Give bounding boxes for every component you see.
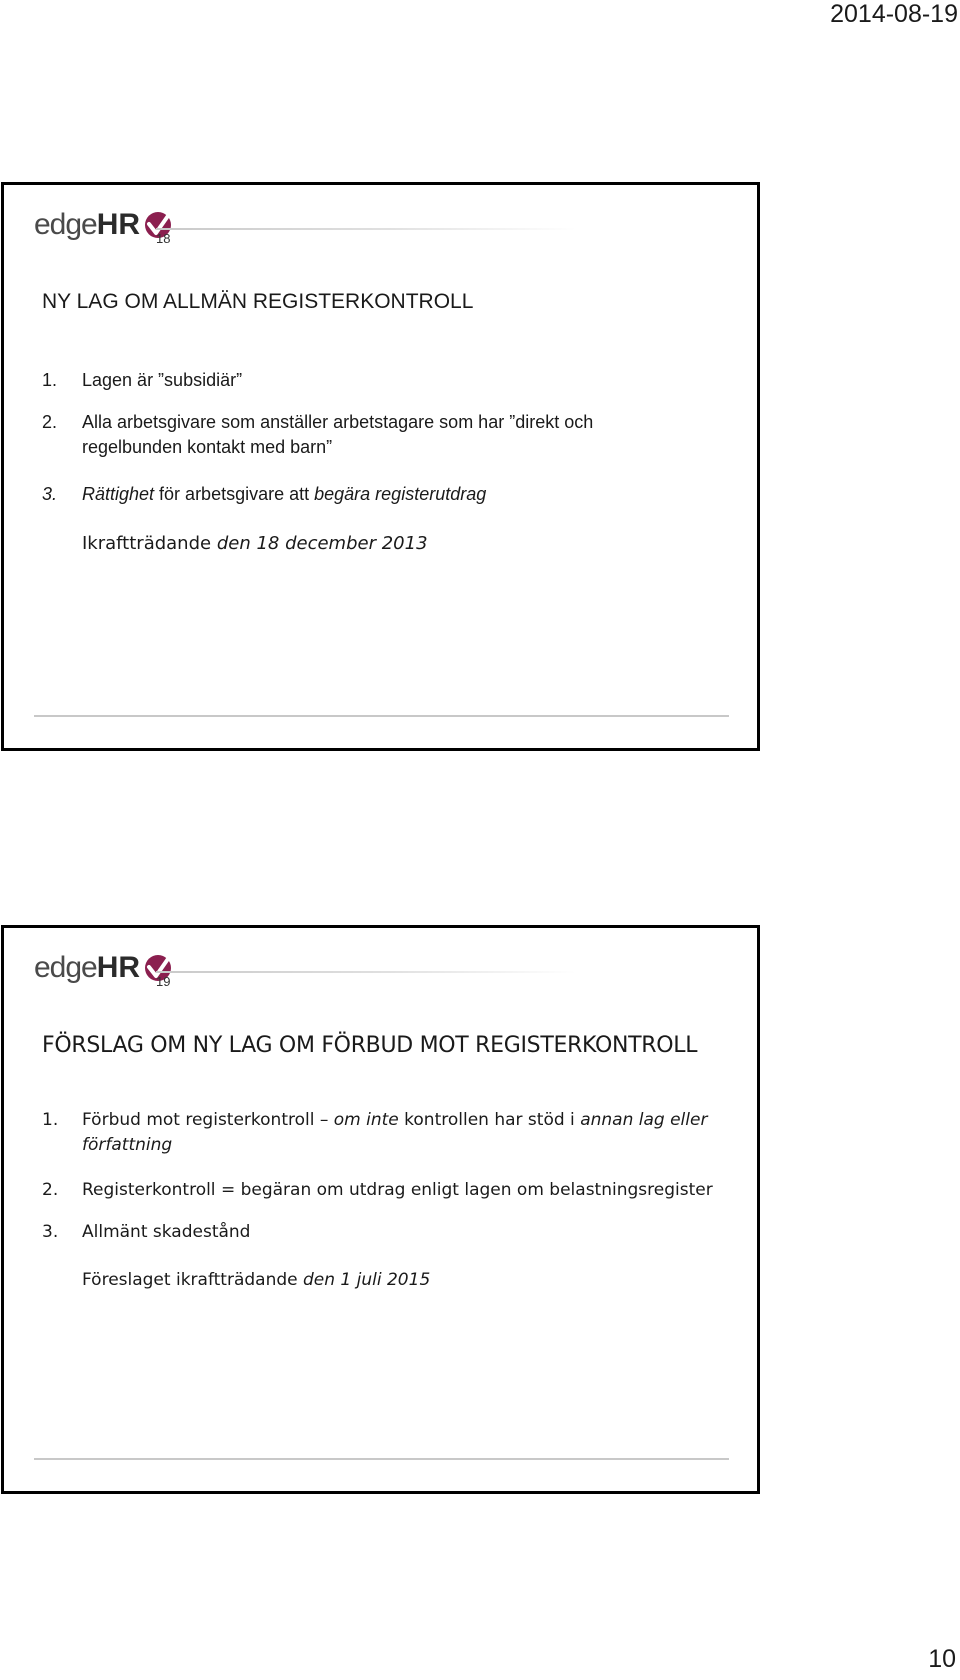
slide-19 bbox=[1, 925, 760, 1494]
list-emphasis: författning bbox=[82, 1135, 173, 1155]
header-date: 2014-08-19 bbox=[830, 0, 958, 28]
edgehr-logo bbox=[34, 205, 173, 245]
note-text: Ikraftträdande bbox=[82, 533, 217, 554]
logo-wordmark: edgeHR bbox=[34, 951, 141, 984]
note-date: den 18 december 2013 bbox=[216, 533, 428, 554]
header-divider bbox=[156, 971, 576, 973]
effective-date-note bbox=[82, 1270, 430, 1290]
list-text: Förbud mot registerkontroll – bbox=[82, 1110, 334, 1130]
list-text: kontrollen har stöd i bbox=[398, 1110, 581, 1130]
list-text: Lagen är ”subsidiär” bbox=[82, 370, 243, 390]
list-number: 3. bbox=[42, 1222, 59, 1242]
list-text: Allmänt skadestånd bbox=[82, 1222, 251, 1242]
edgehr-logo bbox=[34, 948, 173, 988]
note-date: den 1 juli 2015 bbox=[303, 1270, 431, 1290]
list-number: 2. bbox=[42, 1180, 59, 1200]
slide-number: 18 bbox=[156, 231, 171, 246]
slide-number: 19 bbox=[156, 974, 171, 989]
logo-wordmark: edgeHR bbox=[34, 208, 141, 241]
list-number: 1. bbox=[42, 370, 58, 390]
list-number: 1. bbox=[42, 1110, 59, 1130]
slide-title: FÖRSLAG OM NY LAG OM FÖRBUD MOT REGISTERKONTROLL bbox=[42, 1033, 698, 1058]
list-emphasis: begära registerutdrag bbox=[314, 484, 487, 504]
list-item bbox=[42, 368, 242, 393]
list-text: för arbetsgivare att bbox=[154, 484, 315, 504]
list-text-line2: regelbunden kontakt med barn” bbox=[82, 437, 333, 457]
page-number: 10 bbox=[928, 1645, 956, 1673]
header-divider bbox=[156, 228, 576, 230]
list-emphasis: Rättighet bbox=[82, 484, 155, 504]
list-number: 3. bbox=[42, 484, 58, 504]
note-text: Föreslaget ikraftträdande bbox=[82, 1270, 303, 1290]
list-emphasis: om inte bbox=[333, 1110, 399, 1130]
list-item bbox=[42, 1178, 713, 1203]
list-item bbox=[42, 410, 593, 460]
list-item bbox=[42, 482, 486, 507]
list-number: 2. bbox=[42, 412, 58, 432]
slide-title: NY LAG OM ALLMÄN REGISTERKONTROLL bbox=[42, 290, 474, 313]
effective-date-note bbox=[82, 533, 428, 554]
list-item bbox=[42, 1220, 250, 1245]
list-item bbox=[42, 1108, 707, 1158]
list-text-line1: Alla arbetsgivare som anställer arbetstagare som har ”direkt och bbox=[82, 412, 594, 432]
list-emphasis: annan lag eller bbox=[580, 1110, 708, 1130]
list-text: Registerkontroll = begäran om utdrag enligt lagen om belastningsregister bbox=[82, 1180, 713, 1200]
footer-divider bbox=[34, 1458, 729, 1460]
footer-divider bbox=[34, 715, 729, 717]
slide-18 bbox=[1, 182, 760, 751]
